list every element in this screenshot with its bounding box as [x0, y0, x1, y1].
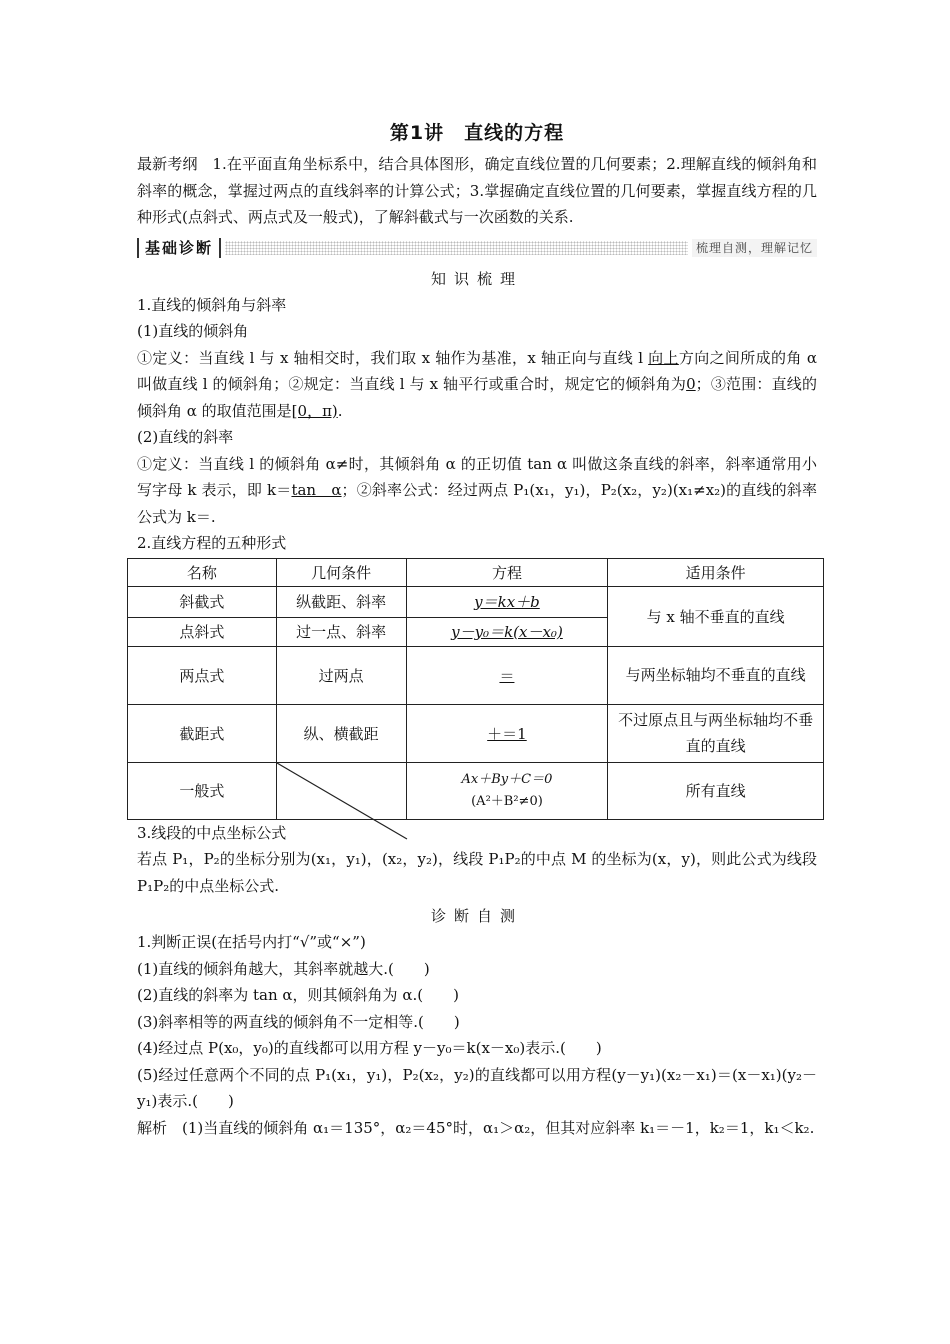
form-scope: 与 x 轴不垂直的直线 [608, 586, 824, 646]
answer-explanation: 解析 (1)当直线的倾斜角 α₁＝135°，α₂＝45°时，α₁＞α₂，但其对应斜率 k₁＝－1，k₂＝1，k₁＜k₂. [137, 1118, 815, 1137]
section-1-1-heading: (1)直线的倾斜角 [137, 322, 249, 340]
form-equation [406, 704, 608, 762]
form-scope: 不过原点且与两坐标轴均不垂直的直线 [608, 704, 824, 762]
inclination-definition [137, 345, 817, 425]
form-name: 点斜式 [128, 617, 277, 646]
form-condition: 纵截距、斜率 [276, 586, 406, 617]
form-name: 一般式 [128, 762, 277, 819]
text-run: ；③范围：直线的倾斜角 α 的取值范围是 [137, 375, 817, 420]
blank-answer: [0，π) [291, 401, 338, 420]
blank-answer: 0 [686, 375, 696, 393]
form-equation [406, 586, 608, 617]
table-header: 方程 [406, 558, 608, 586]
equation-text: y＝kx＋b [474, 593, 540, 611]
midpoint-formula-text: 若点 P₁，P₂的坐标分别为(x₁，y₁)，(x₂，y₂)，线段 P₁P₂的中点 M 的坐标为(x，y)，则此公式为线段 P₁P₂的中点坐标公式. [137, 850, 817, 895]
section-1-heading: 1.直线的倾斜角与斜率 [137, 295, 287, 314]
judgement-item: (4)经过点 P(x₀，y₀)的直线都可以用方程 y－y₀＝k(x－x₀)表示.( ) [137, 1039, 602, 1057]
banner-title: 基础诊断 [137, 238, 221, 258]
form-condition-empty [276, 762, 406, 819]
banner-dotted-bar [225, 241, 688, 255]
syllabus-text: 1.在平面直角坐标系中，结合具体图形，确定直线位置的几何要素；2.理解直线的倾斜角和斜率的概念，掌握过两点的直线斜率的计算公式；3.掌握确定直线位置的几何要素，掌握直线方程的几种形式(点斜式、两点式及一般式)，了解斜截式与一次函数的关系. [137, 155, 817, 226]
judgement-item: (1)直线的倾斜角越大，其斜率就越大.( ) [137, 959, 430, 978]
judgement-item: (3)斜率相等的两直线的倾斜角不一定相等.( ) [137, 1012, 460, 1031]
slope-definition [137, 451, 817, 531]
knowledge-heading: 知识梳理 [430, 269, 523, 288]
form-condition: 过一点、斜率 [276, 617, 406, 646]
text-run: 方向之间所成的角 α 叫做直线 l 的倾斜角；②规定：当直线 l 与 x 轴平行或重合时，规定它的倾斜角为 [137, 348, 817, 393]
table-header-row [128, 558, 824, 586]
section-banner [137, 236, 817, 260]
table-row [128, 586, 824, 617]
document-page [137, 118, 817, 1141]
section-3-heading: 3.线段的中点坐标公式 [137, 823, 287, 842]
form-scope: 所有直线 [608, 762, 824, 819]
diagnosis-heading: 诊断自测 [430, 907, 523, 925]
diagonal-slash [277, 763, 407, 820]
equation-text: y－y₀＝k(x－x₀) [451, 623, 563, 641]
syllabus-label: 最新考纲 [137, 155, 198, 173]
form-equation [406, 617, 608, 646]
table-header: 名称 [128, 558, 277, 586]
form-equation [406, 646, 608, 704]
table-row [128, 646, 824, 704]
banner-subtitle: 梳理自测，理解记忆 [692, 239, 817, 257]
section-1-2-heading: (2)直线的斜率 [137, 428, 234, 446]
page-title: 第1讲 直线的方程 [389, 122, 565, 144]
table-header: 适用条件 [608, 558, 824, 586]
table-row [128, 762, 824, 819]
equation-text: ＝ [499, 666, 515, 685]
table-header: 几何条件 [276, 558, 406, 586]
section-2-heading: 2.直线方程的五种形式 [137, 534, 287, 552]
form-condition: 过两点 [276, 646, 406, 704]
syllabus-paragraph [137, 151, 817, 231]
blank-answer: 向上 [648, 348, 679, 367]
text-run: ①定义：当直线 l 的倾斜角 α≠时，其倾斜角 α 的正切值 tan α 叫做这条直线的斜率，斜率通常用小写字母 k 表示，即 k＝ [137, 454, 817, 499]
text-run: ；②斜率公式：经过两点 P₁(x₁，y₁)，P₂(x₂，y₂)(x₁≠x₂)的直线的斜率公式为 k＝. [137, 481, 818, 526]
equation-condition: (A²＋B²≠0) [471, 793, 543, 809]
question-1: 1.判断正误(在括号内打“√”或“×”) [137, 933, 366, 951]
text-run: ①定义：当直线 l 与 x 轴相交时，我们取 x 轴作为基准，x 轴正向与直线 l [137, 348, 649, 367]
text-run: . [337, 401, 343, 420]
line-equation-forms-table [127, 558, 824, 820]
form-name: 截距式 [128, 704, 277, 762]
form-scope: 与两坐标轴均不垂直的直线 [608, 646, 824, 704]
equation-text: Ax＋By＋C＝0 [461, 771, 553, 787]
form-condition: 纵、横截距 [276, 704, 406, 762]
form-name: 斜截式 [128, 586, 277, 617]
form-name: 两点式 [128, 646, 277, 704]
judgement-item: (5)经过任意两个不同的点 P₁(x₁，y₁)，P₂(x₂，y₂)的直线都可以用方程(y－y₁)(x₂－x₁)＝(x－x₁)(y₂－y₁)表示.( ) [137, 1065, 817, 1110]
equation-text: ＋＝1 [487, 724, 527, 743]
table-row [128, 704, 824, 762]
judgement-item: (2)直线的斜率为 tan α，则其倾斜角为 α.( ) [137, 986, 459, 1004]
form-equation [406, 762, 608, 819]
blank-answer: tan α [291, 481, 342, 499]
